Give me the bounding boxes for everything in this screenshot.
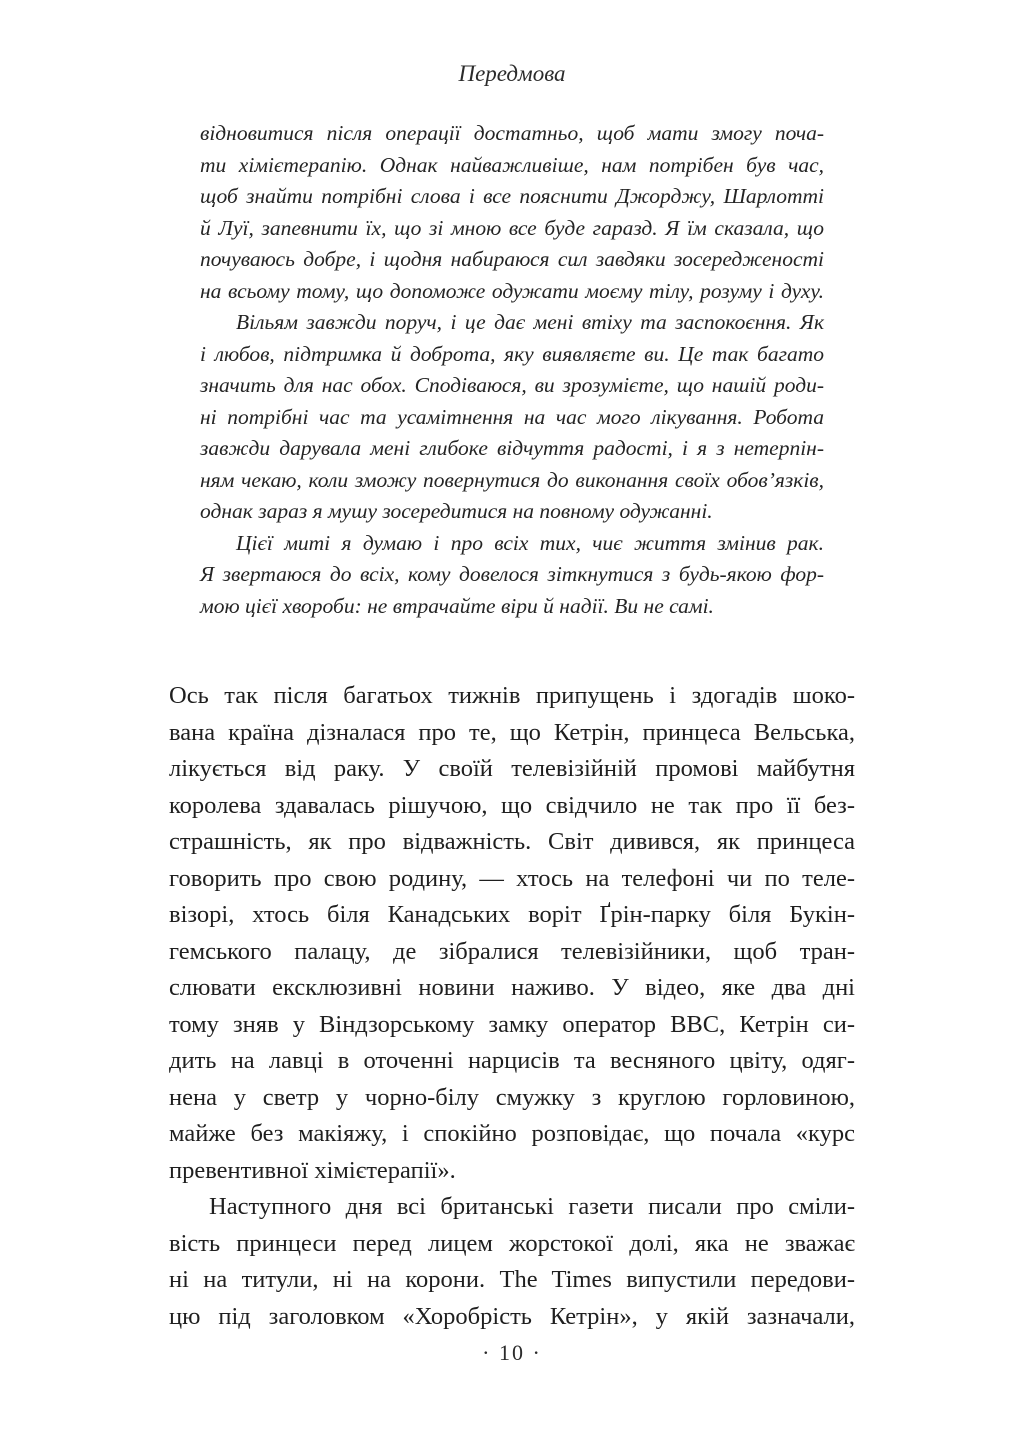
text-line: відновитися після операції достатньо, щоб мати змогу поча- [200, 121, 824, 145]
text-line: говорить про свою родину, — хтось на телефоні чи по теле- [169, 864, 855, 892]
text-line: щоб знайти потрібні слова і все пояснити Джорджу, Шарлотті [200, 184, 824, 208]
text-line: ням чекаю, коли зможу повернутися до виконання своїх обов’язків, [200, 467, 824, 492]
text-line: тому зняв у Віндзорському замку оператор BBC, Кетрін си- [169, 1010, 855, 1038]
text-line: гемського палацу, де зібралися телевізійники, щоб тран- [169, 937, 855, 965]
text-line: королева здавалась рішучою, що свідчило не так про її без- [169, 791, 855, 819]
page-number: · 10 · [482, 1340, 542, 1365]
text-line: ні потрібні час та усамітнення на час мого лікування. Робота [200, 404, 824, 429]
text-line: значить для нас обох. Сподіваюся, ви зрозумієте, що нашій роди- [200, 373, 824, 397]
text-line: страшність, як про відважність. Світ дивився, як принцеса [169, 828, 855, 855]
text-line: Цієї миті я думаю і про всіх тих, чиє життя змінив рак. [236, 530, 824, 555]
quote-block [200, 118, 824, 622]
text-line: на всьому тому, що допоможе одужати моєму тілу, розуму і духу. [200, 278, 824, 303]
text-line: ти хімієтерапію. Однак найважливіше, нам потрібен був час, [200, 152, 824, 177]
text-line: вість принцеси перед лицем жорстокої долі, яка не зважає [169, 1229, 855, 1257]
text-line: ні на титули, ні на корони. The Times випустили передови- [169, 1266, 855, 1293]
text-line: майже без макіяжу, і спокійно розповідає, що почала «курс [169, 1120, 855, 1147]
running-head: Передмова [458, 61, 566, 86]
text-line: Наступного дня всі британські газети писали про сміли- [209, 1193, 855, 1220]
text-line: Вільям завжди поруч, і це дає мені втіху та заспокоєння. Як [236, 310, 824, 334]
text-line: дить на лавці в оточенні нарцисів та весняного цвіту, одяг- [169, 1047, 855, 1074]
text-line: мою цієї хвороби: не втрачайте віри й надії. Ви не самі. [200, 593, 714, 618]
paragraph [169, 1189, 855, 1335]
text-line: почуваюсь добре, і щодня набираюся сил завдяки зосередженості [200, 247, 824, 271]
text-line: і любов, підтримка й доброта, яку виявляєте ви. Це так багато [200, 341, 824, 366]
text-line: Я звертаюся до всіх, кому довелося зіткнутися з будь-якою фор- [200, 562, 824, 586]
text-line: слювати ексклюзивні новини наживо. У відео, яке два дні [169, 974, 855, 1001]
text-line: завжди дарувала мені глибоке відчуття радості, і я з нетерпін- [200, 436, 824, 460]
paragraph [200, 307, 824, 528]
text-line: нена у светр у чорно-білу смужку з круглою горловиною, [169, 1083, 855, 1111]
paragraph [169, 678, 855, 1189]
text-line: однак зараз я мушу зосередитися на повному одужанні. [200, 499, 713, 523]
body-text-block [169, 678, 855, 1335]
paragraph [200, 528, 824, 623]
paragraph [200, 118, 824, 307]
text-line: лікується від раку. У своїй телевізійній промові майбутня [169, 755, 855, 782]
text-line: цю під заголовком «Хоробрість Кетрін», у якій зазначали, [169, 1302, 855, 1330]
text-line: превентивної хімієтерапії». [169, 1156, 456, 1184]
text-line: візорі, хтось біля Канадських воріт Ґрін-парку біля Букін- [169, 901, 855, 928]
text-line: Ось так після багатьох тижнів припущень і здогадів шоко- [169, 682, 855, 709]
text-line: й Луї, запевнити їх, що зі мною все буде гаразд. Я їм сказала, що [200, 215, 824, 240]
text-line: вана країна дізналася про те, що Кетрін, принцеса Вельська, [169, 718, 855, 746]
